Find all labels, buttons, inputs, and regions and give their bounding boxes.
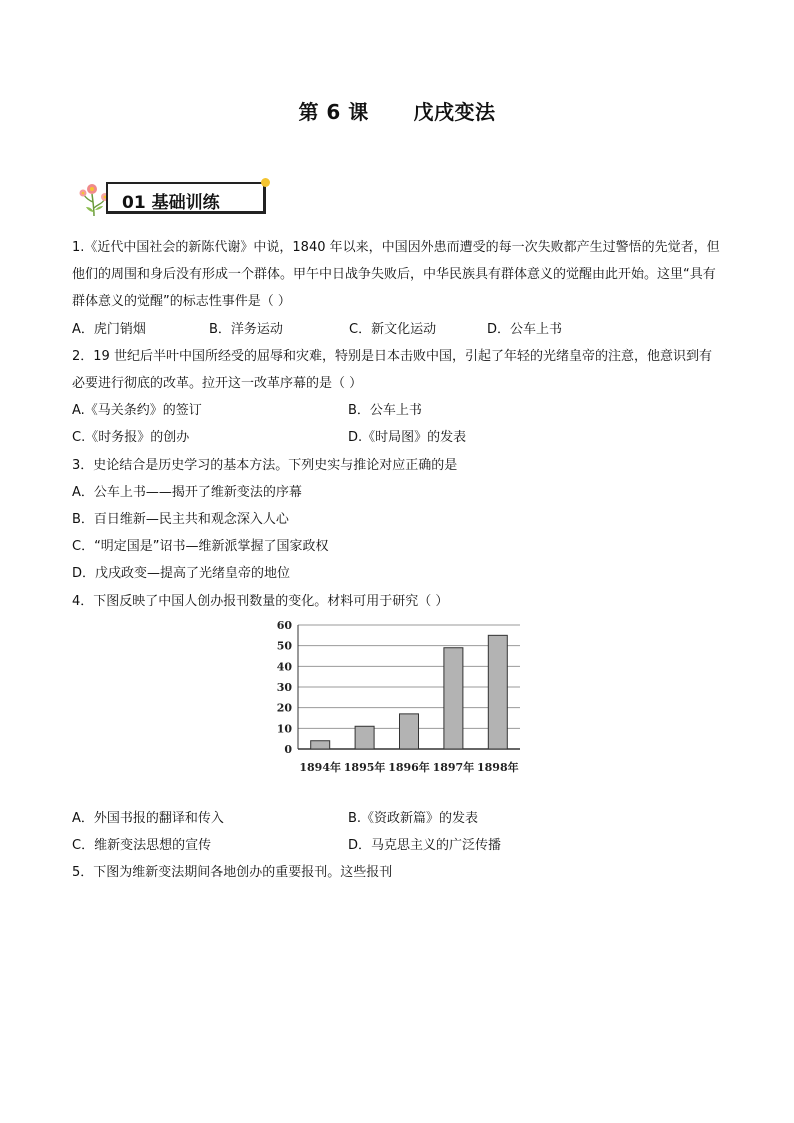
question-stem: 3．史论结合是历史学习的基本方法。下列史实与推论对应正确的是	[72, 457, 458, 473]
bar	[488, 635, 507, 749]
option[interactable]: A．外国书报的翻译和传入	[72, 810, 224, 826]
x-tick-label: 1896年	[388, 760, 430, 774]
bar	[444, 648, 463, 749]
x-tick-label: 1897年	[432, 760, 475, 774]
option[interactable]: D．马克思主义的广泛传播	[348, 838, 502, 854]
page-title: 第 6 课 戊戌变法	[298, 100, 496, 124]
bar	[400, 714, 419, 749]
option[interactable]: C．新文化运动	[349, 321, 437, 337]
option-row	[72, 397, 724, 424]
option[interactable]: A．虎门销烟	[72, 321, 146, 337]
x-tick-label: 1894年	[299, 760, 342, 774]
option[interactable]: D．公车上书	[487, 321, 563, 337]
option[interactable]: D．戊戌政变—提高了光绪皇帝的地位	[72, 566, 291, 582]
option[interactable]: A.《马关条约》的签订	[72, 403, 202, 419]
option[interactable]: B.《资政新篇》的发表	[348, 810, 479, 826]
y-tick-label: 10	[276, 722, 292, 736]
bar	[311, 741, 330, 749]
question-stem: 4．下图反映了中国人创办报刊数量的变化。材料可用于研究（ ）	[72, 593, 449, 609]
bar-chart	[268, 615, 528, 801]
option[interactable]: B．洋务运动	[209, 321, 283, 337]
option[interactable]: D.《时局图》的发表	[348, 430, 467, 446]
question-list	[72, 234, 724, 886]
option[interactable]: A．公车上书——揭开了维新变法的序幕	[72, 484, 302, 500]
x-tick-label: 1898年	[476, 760, 519, 774]
question-stem: 5．下图为维新变法期间各地创办的重要报刊。这些报刊	[72, 865, 393, 881]
option-row	[72, 832, 724, 859]
section-header	[78, 178, 273, 218]
option[interactable]: C．“明定国是”诏书—维新派掌握了国家政权	[72, 539, 329, 555]
y-tick-label: 60	[276, 618, 292, 632]
section-label: 01 基础训练	[122, 193, 220, 213]
bar	[355, 726, 374, 749]
option[interactable]: B．百日维新—民主共和观念深入人心	[72, 512, 289, 528]
y-tick-label: 30	[276, 680, 292, 694]
option-row	[72, 805, 724, 832]
x-tick-label: 1895年	[343, 760, 386, 774]
decorative-dot	[261, 178, 270, 187]
option-row	[72, 424, 724, 451]
y-tick-label: 50	[276, 639, 292, 653]
question-stem: 1.《近代中国社会的新陈代谢》中说，1840 年以来，中国因外患而遭受的每一次失败都产生过警悟的先觉者，但他们的周围和身后没有形成一个群体。甲午中日战争失败后，中华民族具有群体意义的觉醒由此开始。这里“具有群体意义的觉醒”的标志性事件是（ ）	[72, 240, 720, 310]
option[interactable]: C．维新变法思想的宣传	[72, 838, 212, 854]
option[interactable]: B．公车上书	[348, 403, 422, 419]
option[interactable]: C.《时务报》的创办	[72, 430, 190, 446]
y-tick-label: 20	[276, 701, 292, 715]
option-row	[72, 316, 724, 343]
y-tick-label: 0	[284, 742, 292, 756]
y-tick-label: 40	[276, 660, 292, 674]
question-stem: 2．19 世纪后半叶中国所经受的屈辱和灾难，特别是日本击败中国，引起了年轻的光绪皇帝的注意，他意识到有必要进行彻底的改革。拉开这一改革序幕的是（ ）	[72, 348, 712, 392]
chart-container	[72, 615, 724, 805]
